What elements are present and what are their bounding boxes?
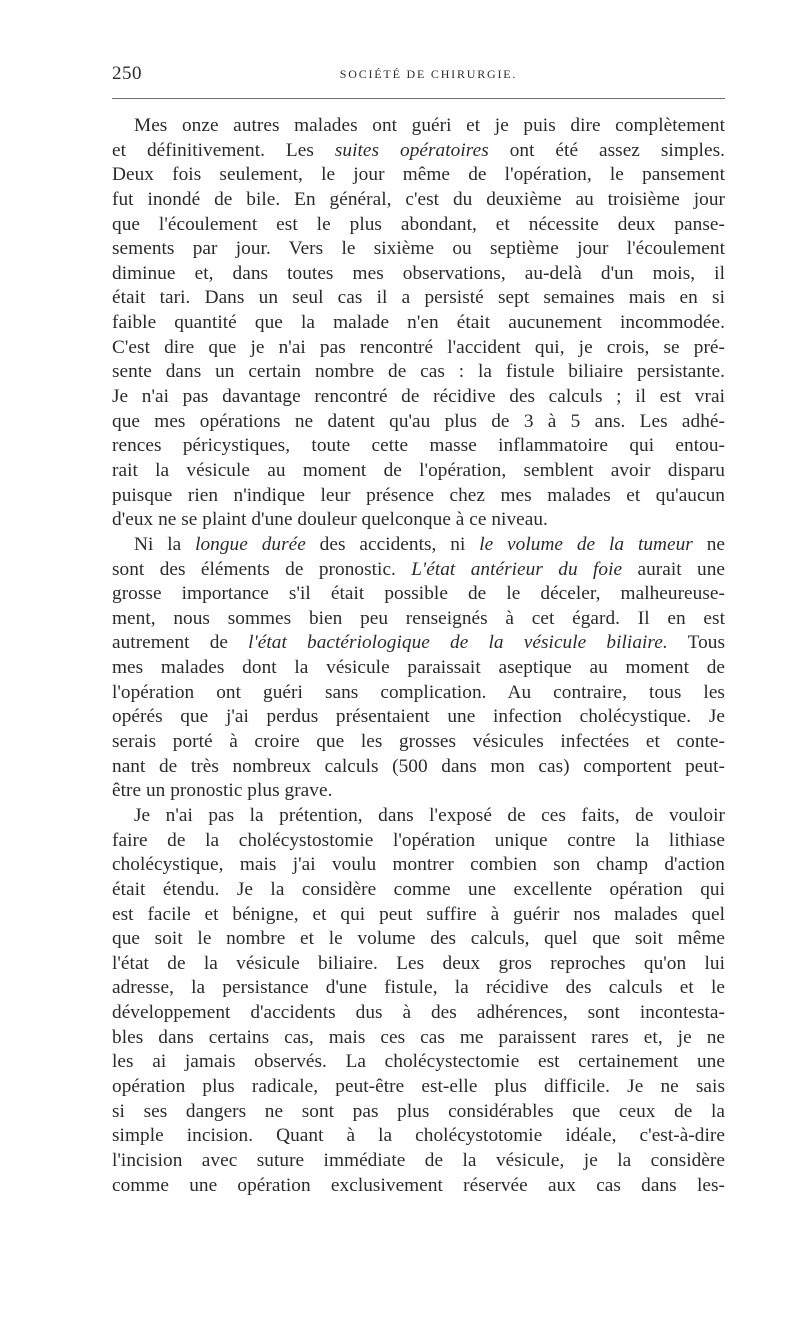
- text-run: ne: [692, 533, 726, 555]
- text-line: [112, 286, 725, 311]
- text-line: [112, 1075, 725, 1100]
- text-run: que mes opérations ne datent qu'au plus de 3 à 5 ans. Les adhé-: [112, 410, 725, 432]
- italic-text: longue durée: [195, 533, 306, 555]
- text-run: rences péricystiques, toute cette masse inflammatoire qui entou-: [112, 435, 725, 457]
- text-run: fut inondé de bile. En général, c'est du deuxième au troisième jour: [112, 188, 725, 210]
- text-run: rait la vésicule au moment de l'opération, semblent avoir disparu: [112, 459, 725, 481]
- text-line: [112, 779, 725, 804]
- text-line: [112, 607, 725, 632]
- text-line: [112, 1100, 725, 1125]
- text-run: autrement de: [112, 632, 249, 654]
- text-run: cholécystique, mais j'ai voulu montrer combien son champ d'action: [112, 854, 725, 876]
- text-run: que soit le nombre et le volume des calculs, quel que soit même: [112, 928, 725, 950]
- text-run: l'état de la vésicule biliaire. Les deux gros reproches qu'on lui: [112, 952, 725, 974]
- text-run: ont été assez simples.: [488, 139, 725, 161]
- text-run: des accidents, ni: [305, 533, 480, 555]
- text-run: était étendu. Je la considère comme une excellente opération qui: [112, 878, 725, 900]
- text-run: d'eux ne se plaint d'une douleur quelconque à ce niveau.: [112, 509, 548, 531]
- text-run: était tari. Dans un seul cas il a persisté sept semaines mais en si: [112, 287, 725, 309]
- text-run: serais porté à croire que les grosses vésicules infectées et conte-: [112, 731, 725, 753]
- header-rule: [112, 98, 725, 99]
- text-run: opérés que j'ai perdus présentaient une infection cholécystique. Je: [112, 706, 725, 728]
- text-line: [112, 927, 725, 952]
- text-line: [112, 360, 725, 385]
- text-line: [112, 903, 725, 928]
- text-run: et définitivement. Les: [112, 139, 335, 161]
- text-run: sente dans un certain nombre de cas : la fistule biliaire persistante.: [112, 361, 725, 383]
- text-run: l'opération ont guéri sans complication. Au contraire, tous les: [112, 681, 725, 703]
- text-line: [112, 705, 725, 730]
- text-line: [112, 681, 725, 706]
- text-run: que l'écoulement est le plus abondant, et nécessite deux panse-: [112, 213, 725, 235]
- text-line: [112, 878, 725, 903]
- text-line: [112, 829, 725, 854]
- text-line: [112, 804, 725, 829]
- text-line: [112, 558, 725, 583]
- text-run: est facile et bénigne, et qui peut suffire à guérir nos malades quel: [112, 903, 725, 925]
- text-run: C'est dire que je n'ai pas rencontré l'accident qui, je crois, se pré-: [112, 336, 725, 358]
- page-number: 250: [112, 63, 142, 84]
- text-line: [112, 1001, 725, 1026]
- text-line: [112, 952, 725, 977]
- text-line: [112, 385, 725, 410]
- text-run: Tous: [667, 632, 725, 654]
- text-line: [112, 311, 725, 336]
- italic-text: L'état antérieur du foie: [411, 558, 623, 580]
- text-run: mes malades dont la vésicule paraissait aseptique au moment de: [112, 657, 725, 679]
- text-run: Mes onze autres malades ont guéri et je puis dire complètement: [134, 115, 725, 136]
- text-line: [112, 163, 725, 188]
- text-line: [112, 1174, 725, 1199]
- text-line: [112, 484, 725, 509]
- text-run: être un pronostic plus grave.: [112, 780, 333, 802]
- text-run: diminue et, dans toutes mes observations, au-delà d'un mois, il: [112, 262, 725, 284]
- text-run: bles dans certains cas, mais ces cas me paraissent rares et, je ne: [112, 1026, 725, 1048]
- text-line: [112, 508, 725, 533]
- text-line: [112, 1124, 725, 1149]
- text-run: Ni la: [134, 533, 196, 555]
- text-line: [112, 139, 725, 164]
- text-run: développement d'accidents dus à des adhérences, sont incontesta-: [112, 1002, 725, 1024]
- text-line: [112, 213, 725, 238]
- text-run: grosse importance s'il était possible de le déceler, malheureuse-: [112, 583, 725, 605]
- text-line: [112, 237, 725, 262]
- text-line: [112, 410, 725, 435]
- text-line: [112, 114, 725, 139]
- text-line: [112, 1050, 725, 1075]
- text-line: [112, 656, 725, 681]
- text-line: [112, 1026, 725, 1051]
- text-line: [112, 631, 725, 656]
- italic-text: suites opératoires: [334, 139, 489, 161]
- text-line: [112, 533, 725, 558]
- text-run: simple incision. Quant à la cholécystotomie idéale, c'est-à-dire: [112, 1125, 725, 1147]
- text-line: [112, 434, 725, 459]
- text-run: adresse, la persistance d'une fistule, la récidive des calculs et le: [112, 977, 725, 999]
- text-run: comme une opération exclusivement réservée aux cas dans les-: [112, 1174, 725, 1196]
- text-line: [112, 459, 725, 484]
- text-run: Deux fois seulement, le jour même de l'opération, le pansement: [112, 164, 725, 186]
- text-run: Je n'ai pas la prétention, dans l'exposé de ces faits, de vouloir: [134, 804, 725, 826]
- italic-text: le volume de la tumeur: [479, 533, 693, 555]
- text-run: faire de la cholécystostomie l'opération unique contre la lithiase: [112, 829, 725, 851]
- text-run: faible quantité que la malade n'en était aucunement incommodée.: [112, 312, 725, 334]
- italic-text: l'état bactériologique de la vésicule biliaire.: [248, 632, 668, 654]
- text-line: [112, 582, 725, 607]
- text-run: sements par jour. Vers le sixième ou septième jour l'écoulement: [112, 238, 725, 260]
- text-run: les ai jamais observés. La cholécystectomie est certainement une: [112, 1051, 725, 1073]
- text-run: nant de très nombreux calculs (500 dans mon cas) comportent peut-: [112, 755, 725, 777]
- text-line: [112, 336, 725, 361]
- text-run: aurait une: [622, 558, 725, 580]
- page-header: [112, 63, 725, 87]
- text-run: puisque rien n'indique leur présence chez mes malades et qu'aucun: [112, 484, 725, 506]
- text-line: [112, 976, 725, 1001]
- text-run: l'incision avec suture immédiate de la vésicule, je la considère: [112, 1149, 725, 1171]
- text-run: si ses dangers ne sont pas plus considérables que ceux de la: [112, 1100, 725, 1122]
- body-text: [112, 114, 725, 1198]
- text-line: [112, 188, 725, 213]
- text-run: Je n'ai pas davantage rencontré de récidive des calculs ; il est vrai: [112, 386, 725, 408]
- text-run: sont des éléments de pronostic.: [112, 558, 412, 580]
- text-line: [112, 1149, 725, 1174]
- running-head: SOCIÉTÉ DE CHIRURGIE.: [339, 67, 518, 81]
- text-line: [112, 755, 725, 780]
- text-line: [112, 853, 725, 878]
- text-run: ment, nous sommes bien peu renseignés à cet égard. Il en est: [112, 607, 725, 629]
- text-run: opération plus radicale, peut-être est-elle plus difficile. Je ne sais: [112, 1075, 725, 1097]
- text-line: [112, 262, 725, 287]
- text-line: [112, 730, 725, 755]
